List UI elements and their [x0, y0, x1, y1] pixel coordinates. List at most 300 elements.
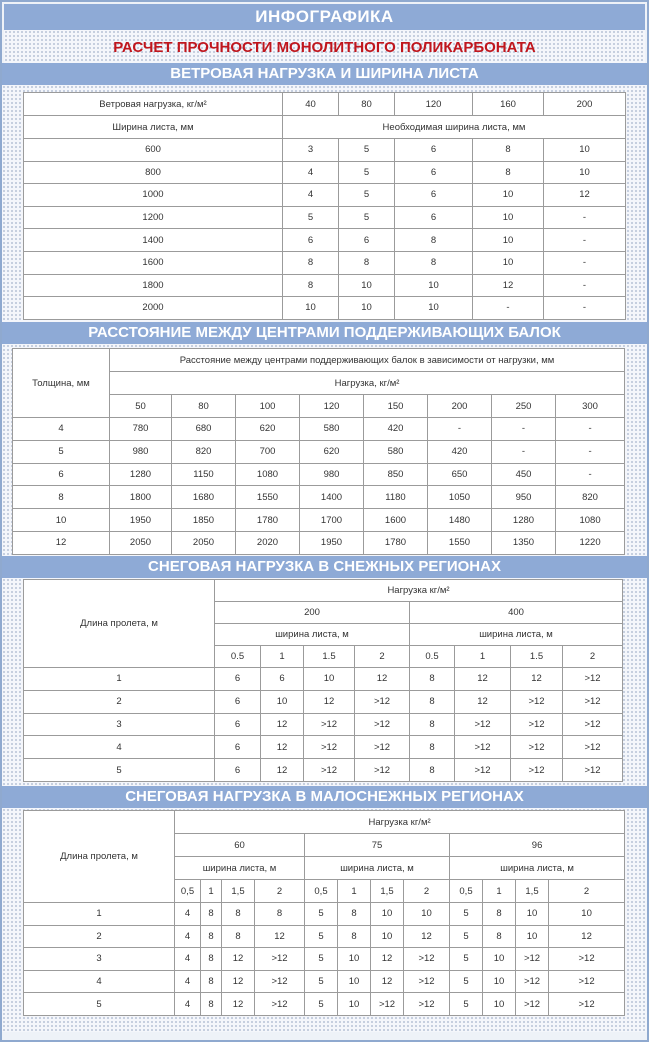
wind-load-label: Ветровая нагрузка, кг/м²	[24, 93, 283, 116]
beam-load-label: Нагрузка, кг/м²	[110, 372, 625, 395]
table-cell: 10	[473, 206, 544, 229]
table-cell: -	[544, 206, 626, 229]
table-cell: 8	[283, 274, 339, 297]
subtitle-area	[4, 30, 645, 65]
header-row	[24, 93, 626, 116]
table-cell: >12	[511, 690, 563, 713]
table-cell: 4	[13, 418, 110, 441]
table-cell: 2050	[110, 531, 172, 554]
table-cell: 1400	[24, 229, 283, 252]
wind-load-header: 120	[395, 93, 473, 116]
table-cell: 5	[450, 948, 483, 971]
table-row	[24, 736, 623, 759]
table-row	[24, 948, 625, 971]
table-row	[24, 668, 623, 691]
wind-load-header: 80	[339, 93, 395, 116]
table-cell: 4	[24, 970, 175, 993]
table-cell: 6	[13, 463, 110, 486]
sheet-width-header: 1	[483, 880, 516, 903]
table-cell: 5	[305, 970, 338, 993]
table-cell: >12	[404, 970, 450, 993]
header-row	[13, 349, 625, 372]
table-row	[13, 509, 625, 532]
load-group-header: 400	[410, 602, 623, 624]
load-group-header: 60	[175, 834, 305, 857]
table-cell: 4	[175, 948, 201, 971]
table-row	[24, 970, 625, 993]
table-cell: -	[492, 418, 556, 441]
table-cell: 10	[339, 297, 395, 320]
table-cell: 12	[222, 970, 255, 993]
table-cell: 1550	[428, 531, 492, 554]
table-cell: 6	[395, 206, 473, 229]
table-cell: -	[428, 418, 492, 441]
table-cell: 1	[24, 668, 215, 691]
table-cell: >12	[404, 948, 450, 971]
snow-heavy-section-title: СНЕГОВАЯ НАГРУЗКА В СНЕЖНЫХ РЕГИОНАХ	[2, 556, 647, 578]
table-cell: 10	[483, 948, 516, 971]
table-cell: 420	[428, 440, 492, 463]
table-cell: 620	[236, 418, 300, 441]
table-cell: 4	[283, 184, 339, 207]
table-cell: 10	[549, 903, 625, 926]
table-cell: 8	[255, 903, 305, 926]
span-label: Длина пролета, м	[24, 811, 175, 903]
table-cell: 8	[201, 948, 222, 971]
table-cell: 12	[222, 948, 255, 971]
table-cell: 820	[172, 440, 236, 463]
table-cell: 1080	[236, 463, 300, 486]
thickness-label: Толщина, мм	[13, 349, 110, 418]
table-cell: 4	[24, 736, 215, 759]
table-cell: 8	[483, 925, 516, 948]
table-cell: 1080	[556, 509, 625, 532]
table-cell: -	[544, 297, 626, 320]
table-cell: 6	[215, 713, 261, 736]
table-cell: 10	[371, 925, 404, 948]
beams-section-title: РАССТОЯНИЕ МЕЖДУ ЦЕНТРАМИ ПОДДЕРЖИВАЮЩИХ БАЛОК	[2, 322, 647, 344]
table-cell: 10	[544, 161, 626, 184]
table-cell: 8	[410, 736, 455, 759]
table-cell: 12	[473, 274, 544, 297]
table-cell: 5	[339, 161, 395, 184]
table-row	[24, 759, 623, 782]
table-cell: 850	[364, 463, 428, 486]
table-cell: 6	[395, 184, 473, 207]
table-cell: >12	[304, 713, 355, 736]
table-cell: 12	[261, 736, 304, 759]
table-cell: 8	[201, 925, 222, 948]
sheet-width-header: 0,5	[305, 880, 338, 903]
table-cell: >12	[516, 993, 549, 1016]
beam-distance-label: Расстояние между центрами поддерживающих балок в зависимости от нагрузки, мм	[110, 349, 625, 372]
table-cell: >12	[563, 668, 623, 691]
table-cell: 700	[236, 440, 300, 463]
table-cell: 1780	[364, 531, 428, 554]
table-row	[13, 418, 625, 441]
table-cell: 8	[410, 759, 455, 782]
table-cell: 2	[24, 690, 215, 713]
beam-load-header: 300	[556, 395, 625, 418]
table-cell: >12	[516, 948, 549, 971]
snow-light-table	[23, 810, 625, 1016]
infographic-header: ИНФОГРАФИКА	[4, 4, 645, 30]
table-row	[24, 713, 623, 736]
table-cell: >12	[563, 690, 623, 713]
table-cell: 8	[395, 251, 473, 274]
table-row	[24, 229, 626, 252]
table-cell: 10	[395, 297, 473, 320]
table-cell: >12	[355, 713, 410, 736]
table-cell: 12	[455, 690, 511, 713]
table-cell: >12	[304, 759, 355, 782]
sheet-width-header: 1	[261, 646, 304, 668]
table-cell: 12	[355, 668, 410, 691]
sheet-width-label: Ширина листа, мм	[24, 116, 283, 139]
table-cell: 12	[371, 948, 404, 971]
table-row	[24, 251, 626, 274]
table-cell: 8	[201, 903, 222, 926]
sheet-width-header: 1	[338, 880, 371, 903]
table-cell: 1220	[556, 531, 625, 554]
table-cell: 8	[13, 486, 110, 509]
table-cell: 6	[339, 229, 395, 252]
table-cell: >12	[355, 759, 410, 782]
sheet-width-header: 2	[563, 646, 623, 668]
table-cell: 5	[305, 925, 338, 948]
table-cell: -	[544, 229, 626, 252]
table-cell: 6	[215, 736, 261, 759]
table-cell: -	[492, 440, 556, 463]
sheet-width-header: 2	[404, 880, 450, 903]
load-group-header: 96	[450, 834, 625, 857]
table-cell: 12	[549, 925, 625, 948]
header-row	[24, 580, 623, 602]
table-cell: 10	[483, 993, 516, 1016]
sheet-width-header: 2	[255, 880, 305, 903]
table-cell: >12	[355, 690, 410, 713]
sheet-width-header: 1,5	[222, 880, 255, 903]
table-row	[24, 690, 623, 713]
table-cell: >12	[516, 970, 549, 993]
sheet-width-header: 1,5	[516, 880, 549, 903]
table-cell: 1050	[428, 486, 492, 509]
table-cell: 10	[339, 274, 395, 297]
table-cell: 12	[255, 925, 305, 948]
table-cell: 5	[305, 948, 338, 971]
table-cell: 1680	[172, 486, 236, 509]
sheet-width-header: 2	[355, 646, 410, 668]
table-cell: 600	[24, 139, 283, 162]
table-cell: 12	[511, 668, 563, 691]
sheet-width-header: 1.5	[511, 646, 563, 668]
table-cell: 5	[339, 206, 395, 229]
table-cell: 5	[450, 993, 483, 1016]
table-row	[24, 274, 626, 297]
table-row	[13, 440, 625, 463]
table-row	[13, 531, 625, 554]
table-cell: >12	[371, 993, 404, 1016]
table-row	[13, 463, 625, 486]
table-cell: 6	[215, 759, 261, 782]
table-cell: 8	[483, 903, 516, 926]
table-cell: 5	[24, 993, 175, 1016]
table-cell: 8	[222, 903, 255, 926]
table-row	[24, 139, 626, 162]
table-cell: 1600	[364, 509, 428, 532]
table-cell: 5	[450, 903, 483, 926]
table-cell: 5	[13, 440, 110, 463]
table-cell: 12	[455, 668, 511, 691]
wind-section-title: ВЕТРОВАЯ НАГРУЗКА И ШИРИНА ЛИСТА	[2, 63, 647, 85]
table-cell: 8	[201, 993, 222, 1016]
table-cell: 10	[516, 903, 549, 926]
wind-table	[23, 92, 626, 320]
table-cell: 1780	[236, 509, 300, 532]
table-cell: 8	[395, 229, 473, 252]
table-cell: 5	[450, 925, 483, 948]
table-cell: 5	[450, 970, 483, 993]
table-cell: 1	[24, 903, 175, 926]
table-cell: 12	[404, 925, 450, 948]
table-cell: 10	[304, 668, 355, 691]
table-cell: 8	[339, 251, 395, 274]
sheet-width-header: 0,5	[175, 880, 201, 903]
table-cell: 10	[404, 903, 450, 926]
beam-load-header: 120	[300, 395, 364, 418]
table-cell: 8	[410, 668, 455, 691]
table-cell: 12	[371, 970, 404, 993]
beam-load-header: 100	[236, 395, 300, 418]
sheet-width-header: 0.5	[410, 646, 455, 668]
span-label: Длина пролета, м	[24, 580, 215, 668]
table-cell: 5	[283, 206, 339, 229]
table-cell: 10	[338, 970, 371, 993]
table-cell: 8	[222, 925, 255, 948]
table-cell: -	[544, 274, 626, 297]
table-cell: >12	[549, 993, 625, 1016]
table-cell: >12	[455, 759, 511, 782]
table-cell: 12	[304, 690, 355, 713]
table-cell: 8	[338, 925, 371, 948]
table-cell: 5	[339, 139, 395, 162]
load-group-header: 75	[305, 834, 450, 857]
table-cell: 10	[371, 903, 404, 926]
table-cell: 6	[283, 229, 339, 252]
beam-load-header: 80	[172, 395, 236, 418]
header-row	[24, 811, 625, 834]
wind-load-header: 200	[544, 93, 626, 116]
table-cell: 8	[473, 161, 544, 184]
table-cell: 3	[24, 713, 215, 736]
sheet-width-label: ширина листа, м	[305, 857, 450, 880]
table-cell: 2020	[236, 531, 300, 554]
table-row	[24, 206, 626, 229]
table-cell: 1280	[492, 509, 556, 532]
table-cell: 450	[492, 463, 556, 486]
table-cell: 6	[215, 690, 261, 713]
table-cell: 980	[300, 463, 364, 486]
sheet-width-header: 2	[549, 880, 625, 903]
table-cell: 1200	[24, 206, 283, 229]
table-cell: 1280	[110, 463, 172, 486]
table-cell: 820	[556, 486, 625, 509]
table-cell: >12	[549, 948, 625, 971]
table-cell: >12	[511, 759, 563, 782]
table-cell: 1700	[300, 509, 364, 532]
wind-load-header: 160	[473, 93, 544, 116]
snow-heavy-table	[23, 579, 623, 782]
table-cell: 6	[261, 668, 304, 691]
table-cell: 1350	[492, 531, 556, 554]
table-cell: 10	[473, 251, 544, 274]
sheet-width-header: 1	[201, 880, 222, 903]
table-cell: 5	[24, 759, 215, 782]
table-cell: 1480	[428, 509, 492, 532]
table-cell: 12	[13, 531, 110, 554]
required-width-label: Необходимая ширина листа, мм	[283, 116, 626, 139]
table-cell: 620	[300, 440, 364, 463]
table-cell: 10	[283, 297, 339, 320]
table-cell: 1950	[300, 531, 364, 554]
table-cell: 10	[338, 948, 371, 971]
table-cell: 4	[175, 925, 201, 948]
beams-table	[12, 348, 625, 555]
infographic-subtitle: РАСЧЕТ ПРОЧНОСТИ МОНОЛИТНОГО ПОЛИКАРБОНАТА	[113, 39, 536, 56]
table-cell: >12	[563, 736, 623, 759]
table-cell: 12	[261, 759, 304, 782]
sheet-width-header: 1.5	[304, 646, 355, 668]
table-cell: 1800	[24, 274, 283, 297]
table-cell: 8	[283, 251, 339, 274]
table-row	[13, 486, 625, 509]
table-cell: >12	[549, 970, 625, 993]
table-cell: 580	[300, 418, 364, 441]
table-cell: 12	[544, 184, 626, 207]
sheet-width-header: 0,5	[450, 880, 483, 903]
table-cell: 2050	[172, 531, 236, 554]
table-cell: >12	[355, 736, 410, 759]
table-cell: 4	[175, 993, 201, 1016]
table-cell: 1180	[364, 486, 428, 509]
table-cell: 8	[473, 139, 544, 162]
table-cell: >12	[511, 713, 563, 736]
snow-light-section-title: СНЕГОВАЯ НАГРУЗКА В МАЛОСНЕЖНЫХ РЕГИОНАХ	[2, 786, 647, 808]
table-cell: >12	[563, 713, 623, 736]
table-cell: 3	[283, 139, 339, 162]
table-cell: 680	[172, 418, 236, 441]
sheet-width-header: 1	[455, 646, 511, 668]
table-cell: 3	[24, 948, 175, 971]
table-row	[24, 297, 626, 320]
table-cell: 12	[261, 713, 304, 736]
table-row	[24, 161, 626, 184]
table-cell: 950	[492, 486, 556, 509]
table-cell: 980	[110, 440, 172, 463]
table-cell: 1150	[172, 463, 236, 486]
table-cell: 10	[338, 993, 371, 1016]
table-cell: 650	[428, 463, 492, 486]
table-cell: 1550	[236, 486, 300, 509]
beam-load-header: 50	[110, 395, 172, 418]
table-cell: 1950	[110, 509, 172, 532]
table-cell: 6	[395, 139, 473, 162]
wind-load-header: 40	[283, 93, 339, 116]
table-row	[24, 993, 625, 1016]
table-cell: 8	[338, 903, 371, 926]
table-cell: >12	[255, 970, 305, 993]
table-cell: 8	[410, 690, 455, 713]
table-cell: >12	[404, 993, 450, 1016]
table-row	[24, 184, 626, 207]
table-cell: >12	[455, 736, 511, 759]
table-cell: 10	[261, 690, 304, 713]
table-cell: 6	[215, 668, 261, 691]
table-cell: 2	[24, 925, 175, 948]
table-cell: 1600	[24, 251, 283, 274]
table-cell: -	[556, 418, 625, 441]
table-cell: 5	[339, 184, 395, 207]
table-cell: -	[556, 440, 625, 463]
table-cell: 1400	[300, 486, 364, 509]
table-cell: 5	[305, 903, 338, 926]
table-cell: 10	[13, 509, 110, 532]
table-cell: 4	[175, 970, 201, 993]
table-cell: 1000	[24, 184, 283, 207]
table-cell: 10	[473, 229, 544, 252]
load-group-header: 200	[215, 602, 410, 624]
table-cell: >12	[255, 948, 305, 971]
table-cell: 8	[201, 970, 222, 993]
table-cell: 8	[410, 713, 455, 736]
beam-load-header: 150	[364, 395, 428, 418]
table-row	[24, 925, 625, 948]
table-cell: 800	[24, 161, 283, 184]
sheet-width-label: ширина листа, м	[175, 857, 305, 880]
table-cell: 12	[222, 993, 255, 1016]
table-cell: 10	[473, 184, 544, 207]
sheet-width-label: ширина листа, м	[450, 857, 625, 880]
table-cell: 1850	[172, 509, 236, 532]
table-cell: 6	[395, 161, 473, 184]
sheet-width-header: 1,5	[371, 880, 404, 903]
table-cell: 10	[395, 274, 473, 297]
beam-load-header: 200	[428, 395, 492, 418]
table-cell: -	[544, 251, 626, 274]
snow-load-label: Нагрузка кг/м²	[215, 580, 623, 602]
table-cell: 10	[516, 925, 549, 948]
table-cell: >12	[304, 736, 355, 759]
table-cell: 1800	[110, 486, 172, 509]
table-cell: 4	[283, 161, 339, 184]
header-row	[24, 116, 626, 139]
table-cell: >12	[255, 993, 305, 1016]
table-cell: 10	[544, 139, 626, 162]
table-cell: 5	[305, 993, 338, 1016]
sheet-width-label: ширина листа, м	[410, 624, 623, 646]
beam-load-header: 250	[492, 395, 556, 418]
table-cell: -	[556, 463, 625, 486]
table-row	[24, 903, 625, 926]
table-cell: 580	[364, 440, 428, 463]
table-cell: -	[473, 297, 544, 320]
table-cell: 10	[483, 970, 516, 993]
table-cell: 780	[110, 418, 172, 441]
table-cell: 420	[364, 418, 428, 441]
table-cell: 2000	[24, 297, 283, 320]
snow-load-label: Нагрузка кг/м²	[175, 811, 625, 834]
table-cell: 4	[175, 903, 201, 926]
